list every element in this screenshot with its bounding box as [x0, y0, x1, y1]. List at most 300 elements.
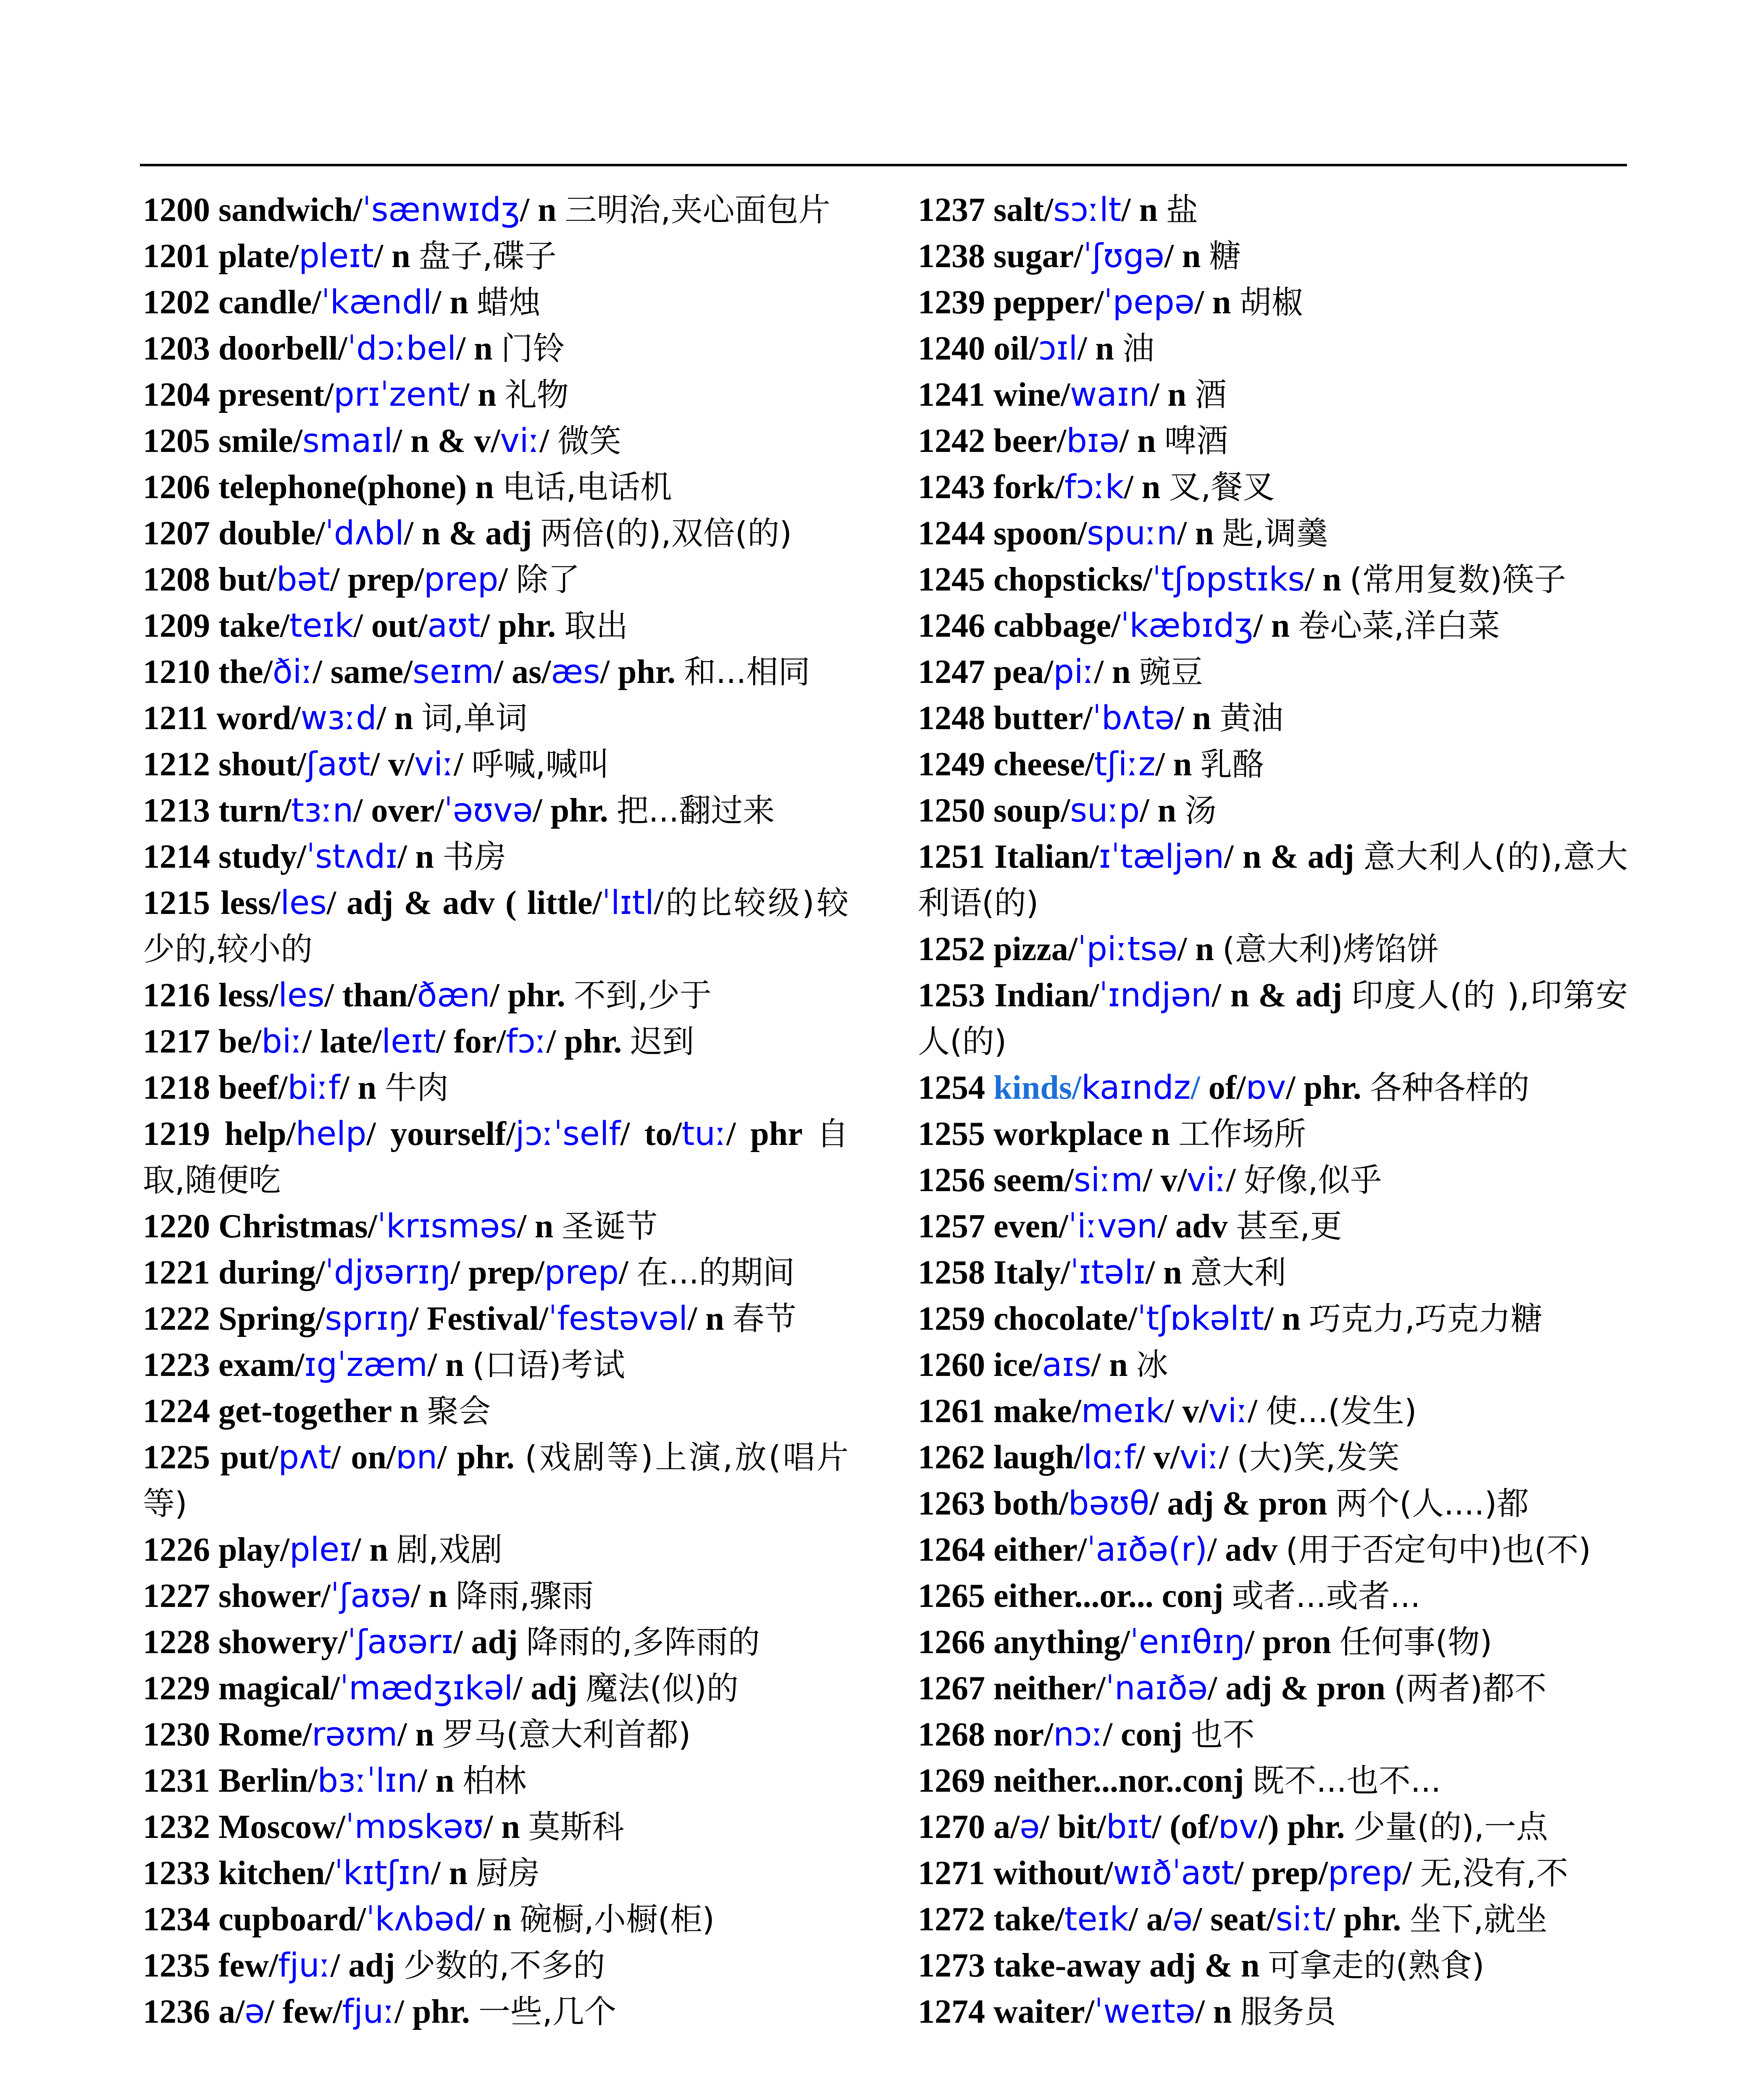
entry-text: cheese/: [985, 746, 1094, 783]
entry-text: neither/: [985, 1670, 1106, 1707]
entry-number: 1261: [918, 1393, 985, 1430]
entry-text: pepper/: [985, 284, 1104, 321]
vocab-entry: [918, 1527, 1628, 1573]
entry-text: / pron: [1245, 1624, 1340, 1661]
meaning: 书房: [442, 838, 507, 875]
meaning: 三明治,夹心面包片: [565, 191, 831, 228]
entry-text: soup/: [985, 792, 1070, 829]
entry-number: 1266: [918, 1624, 985, 1661]
entry-number: 1251: [918, 838, 985, 875]
entry-number: 1255: [918, 1116, 985, 1152]
vocab-column-right: [918, 187, 1628, 2035]
entry-text: /) phr.: [1258, 1809, 1354, 1845]
vocab-entry: [143, 372, 849, 418]
entry-text: / v/: [1135, 1439, 1180, 1476]
entry-text: / n: [1175, 700, 1219, 737]
entry-number: 1248: [918, 700, 985, 737]
entry-text: / v/: [370, 746, 415, 783]
vocab-entry: [918, 556, 1628, 603]
meaning: (用于否定句中)也(不): [1285, 1531, 1591, 1568]
phonetic: fjuː: [278, 1947, 331, 1984]
entry-text: turn/: [210, 792, 292, 829]
entry-text: a/: [210, 1993, 245, 2030]
meaning: 两个(人....)都: [1335, 1485, 1529, 1522]
entry-text: shower/: [210, 1578, 331, 1614]
phonetic: ˈdɔːbel: [347, 330, 456, 368]
entry-text: of/: [1200, 1069, 1246, 1106]
phonetic: ʃaʊt: [306, 746, 371, 783]
phonetic: ðiː: [272, 653, 313, 691]
entry-text: either/: [985, 1531, 1087, 1568]
entry-number: 1265: [918, 1578, 985, 1614]
meaning: 词,单词: [421, 699, 528, 737]
entry-text: fork/: [985, 469, 1064, 506]
phonetic: leɪt: [381, 1023, 436, 1060]
entry-text: / n: [1140, 792, 1185, 829]
meaning: 叉,餐叉: [1169, 468, 1275, 506]
meaning: 冰: [1136, 1346, 1168, 1383]
phonetic: bət: [276, 561, 330, 598]
meaning: (两者)都不: [1394, 1670, 1547, 1707]
phonetic: æs: [551, 653, 600, 691]
vocab-entry: [918, 510, 1628, 556]
meaning: 两倍(的),双倍(的): [540, 514, 792, 552]
entry-text: / phr.: [1325, 1901, 1410, 1938]
vocab-entry: [918, 1296, 1628, 1342]
vocab-entry: [918, 418, 1628, 464]
meaning: 蜡烛: [477, 284, 541, 321]
entry-text: study/: [210, 838, 306, 875]
vocab-entry: [918, 1434, 1628, 1480]
entry-text: / as/: [494, 654, 551, 690]
meaning: 把...翻过来: [616, 792, 775, 829]
entry-number: 1216: [143, 977, 210, 1014]
entry-text: / v/: [1164, 1393, 1209, 1430]
entry-text: less/: [210, 977, 279, 1014]
phonetic: teɪk: [289, 607, 354, 645]
meaning: 一些,几个: [478, 1993, 617, 2030]
entry-text: Christmas/: [210, 1208, 377, 1245]
phonetic: ˈbʌtə: [1092, 699, 1175, 737]
entry-text: / adj: [453, 1624, 526, 1661]
vocab-entry: [143, 1342, 849, 1388]
phonetic: siːt: [1275, 1900, 1326, 1938]
phonetic: wɜːd: [300, 699, 377, 737]
meaning: 任何事(物): [1339, 1623, 1493, 1661]
vocab-entry: [918, 1665, 1628, 1712]
entry-text: /: [498, 561, 516, 598]
phonetic: biːf: [287, 1069, 340, 1107]
entry-number: 1252: [918, 931, 985, 968]
phonetic: bɪt: [1106, 1808, 1152, 1846]
entry-number: 1233: [143, 1855, 210, 1892]
phonetic: ɪˈtæljən: [1099, 838, 1225, 876]
vocab-entry: [143, 695, 849, 741]
phonetic: ɒv: [1246, 1069, 1286, 1107]
entry-number: 1262: [918, 1439, 985, 1476]
phonetic: ə: [244, 1993, 265, 2031]
entry-text: chocolate/: [985, 1300, 1138, 1337]
entry-text: / adj & pron: [1207, 1670, 1394, 1707]
vocab-entry: [918, 279, 1628, 326]
meaning: 意大利: [1190, 1254, 1286, 1291]
vocab-entry: [918, 1342, 1628, 1388]
vocab-entry: [143, 649, 849, 695]
vocab-entry: [143, 326, 849, 372]
vocab-entry: [143, 1942, 849, 1989]
meaning: 巧克力,巧克力糖: [1309, 1300, 1543, 1337]
entry-text: present/: [210, 376, 334, 413]
vocab-entry: [918, 1480, 1628, 1527]
phonetic: ˈkɪtʃɪn: [334, 1854, 431, 1892]
entry-text: / phr.: [437, 1439, 525, 1476]
entry-text: / n: [1177, 931, 1222, 968]
phonetic: ˈmɒskəʊ: [345, 1808, 484, 1846]
entry-text: / adv: [1157, 1208, 1236, 1245]
entry-text: sandwich/: [210, 192, 363, 228]
phonetic: rəʊm: [312, 1716, 398, 1754]
entry-text: / n: [1078, 330, 1122, 367]
entry-number: 1218: [143, 1069, 210, 1106]
entry-number: 1274: [918, 1993, 985, 2030]
entry-number: 1211: [143, 700, 208, 737]
entry-text: smile/: [210, 423, 302, 459]
vocab-entry: [918, 1989, 1628, 2035]
entry-number: 1267: [918, 1670, 985, 1707]
vocab-entry: [918, 1250, 1628, 1296]
phonetic: prep: [1328, 1854, 1403, 1892]
vocab-entry: [143, 1065, 849, 1111]
phonetic: prep: [423, 561, 499, 598]
phonetic: biː: [261, 1023, 302, 1060]
entry-text: / a/: [1128, 1901, 1173, 1938]
entry-text: / phr.: [533, 792, 617, 829]
vocab-entry: [143, 603, 849, 649]
vocab-entry: [918, 1111, 1628, 1157]
entry-number: 1206: [143, 469, 210, 506]
entry-number: 1205: [143, 423, 210, 459]
entry-number: 1208: [143, 561, 210, 598]
entry-number: 1234: [143, 1901, 210, 1938]
phonetic: ˈʃʊgə: [1083, 237, 1164, 275]
vocab-entry: [143, 1665, 849, 1712]
entry-number: 1200: [143, 192, 210, 228]
phonetic: fɔː: [506, 1023, 547, 1060]
vocab-entry: [918, 649, 1628, 695]
entry-text: during/: [210, 1254, 325, 1291]
entry-number: 1235: [143, 1947, 210, 1984]
phonetic: ˈaɪðə(r): [1087, 1531, 1207, 1569]
meaning: 剧,戏剧: [396, 1531, 502, 1568]
phonetic: les: [278, 976, 325, 1014]
phonetic: ˈmædʒɪkəl: [339, 1670, 513, 1707]
entry-text: / n: [1253, 607, 1298, 644]
phonetic: ˈdʌbl: [325, 514, 404, 552]
entry-number: 1202: [143, 284, 210, 321]
phonetic: sprɪŋ: [325, 1300, 410, 1338]
entry-number: 1269: [918, 1762, 985, 1799]
vocab-entry: [143, 1712, 849, 1758]
entry-text: be/: [210, 1023, 262, 1060]
entry-text: / n: [1121, 192, 1166, 228]
phonetic: siːm: [1074, 1161, 1143, 1199]
entry-text: less/: [210, 885, 281, 921]
entry-text: / n: [397, 1716, 443, 1753]
vocab-entry: [918, 1942, 1628, 1989]
entry-text: / n: [373, 238, 419, 275]
phonetic: ðæn: [417, 976, 490, 1014]
entry-number: 1217: [143, 1023, 210, 1060]
entry-text: a/: [985, 1809, 1020, 1845]
entry-text: / n: [460, 376, 505, 413]
meaning: (口语)考试: [472, 1346, 625, 1383]
entry-text: but/: [210, 561, 276, 598]
meaning: 牛肉: [385, 1069, 449, 1106]
meaning: 的比较级)较少的,较小的: [143, 884, 849, 968]
entry-text: / n: [1177, 515, 1222, 552]
entry-text: / n: [1155, 746, 1201, 783]
phonetic: piː: [1053, 653, 1094, 691]
entry-text: magical/: [210, 1670, 340, 1707]
phonetic: ɪgˈzæm: [304, 1346, 428, 1384]
entry-number: 1253: [918, 977, 985, 1014]
phonetic: viː: [1179, 1438, 1219, 1476]
entry-number: 1209: [143, 607, 210, 644]
vocab-entry: [143, 741, 849, 788]
entry-number: 1212: [143, 746, 210, 783]
entry-text: play/: [210, 1531, 289, 1568]
entry-text: double/: [210, 515, 325, 552]
vocab-entry: [143, 1850, 849, 1896]
meaning: (意大利)烤馅饼: [1222, 930, 1439, 968]
meaning: 也不: [1191, 1716, 1255, 1753]
entry-text: the/: [210, 654, 273, 690]
meaning: 降雨,骤雨: [455, 1577, 594, 1614]
phonetic: bɪə: [1066, 422, 1120, 460]
phonetic: ˈfestəvəl: [548, 1300, 688, 1338]
entry-number: 1272: [918, 1901, 985, 1938]
vocab-entry: [918, 1804, 1628, 1850]
entry-number: 1268: [918, 1716, 985, 1753]
entry-text: / n: [1145, 1254, 1191, 1291]
meaning: 和...相同: [684, 653, 810, 690]
phonetic: pʌt: [278, 1438, 331, 1476]
entry-text: Berlin/: [210, 1762, 318, 1799]
entry-text: help/: [210, 1116, 296, 1152]
meaning: 少数的,不多的: [403, 1947, 605, 1984]
entry-text: / phr.: [394, 1993, 478, 2030]
entry-text: / bit/: [1040, 1809, 1106, 1845]
phonetic: tɜːn: [291, 792, 354, 830]
phonetic: wɪðˈaʊt: [1113, 1854, 1235, 1892]
entry-text: / n: [1091, 1347, 1136, 1383]
entry-text: / n: [688, 1300, 733, 1337]
phonetic: ɒv: [1218, 1808, 1259, 1846]
entry-number: 1224: [143, 1393, 210, 1430]
entry-number: 1207: [143, 515, 210, 552]
entry-text: make/: [985, 1393, 1081, 1430]
phonetic: ˈweɪtə: [1094, 1993, 1196, 2031]
entry-number: 1245: [918, 561, 985, 598]
entry-text: / n: [427, 1347, 473, 1383]
meaning: 取出: [564, 607, 628, 644]
entry-text: / conj: [1103, 1716, 1191, 1753]
phonetic: ˈʃaʊə: [330, 1577, 411, 1615]
entry-text: / n: [411, 1578, 456, 1614]
entry-number: 1247: [918, 654, 985, 690]
vocab-entry: [918, 464, 1628, 510]
phonetic: suːp: [1070, 792, 1140, 830]
meaning: 无,没有,不: [1420, 1854, 1568, 1892]
vocab-entry: [918, 926, 1628, 972]
entry-text: / prep/: [450, 1254, 544, 1291]
entry-text: either...or... conj: [985, 1578, 1232, 1614]
entry-text: [985, 1069, 993, 1106]
entry-text: / yourself/: [366, 1116, 516, 1152]
entry-text: plate/: [210, 238, 299, 275]
entry-number: 1221: [143, 1254, 210, 1291]
meaning: 可拿走的(熟食): [1268, 1947, 1485, 1984]
entry-text: workplace n: [985, 1116, 1178, 1152]
entry-text: doorbell/: [210, 330, 347, 367]
meaning: 除了: [516, 561, 580, 598]
phonetic: ˈkʌbəd: [366, 1900, 476, 1938]
meaning: 糖: [1209, 237, 1241, 275]
meaning: (常用复数)筷子: [1349, 561, 1566, 598]
meaning: 盐: [1166, 191, 1198, 228]
entry-number: 1242: [918, 423, 985, 459]
phonetic: ˈstʌdɪ: [306, 838, 398, 876]
phonetic: ˈpepə: [1104, 284, 1195, 321]
phonetic: ɒn: [396, 1438, 438, 1476]
entry-number: 1227: [143, 1578, 210, 1614]
vocab-entry: [143, 418, 849, 464]
meaning: 自取,随便吃: [143, 1115, 849, 1199]
entry-number: 1264: [918, 1531, 985, 1568]
entry-text: /: [1226, 1162, 1244, 1199]
entry-text: Italian/: [985, 838, 1099, 875]
entry-number: 1249: [918, 746, 985, 783]
phonetic: ˈiːvən: [1068, 1208, 1158, 1245]
entry-text: / n: [340, 1069, 385, 1106]
phonetic: teɪk: [1064, 1900, 1129, 1938]
vocab-entry: [918, 788, 1628, 834]
entry-number: 1256: [918, 1162, 985, 1199]
vocab-entry: [143, 233, 849, 279]
meaning: 门铃: [501, 330, 565, 367]
vocab-entry: [143, 1989, 849, 2035]
entry-number: 1231: [143, 1762, 210, 1799]
entry-text: cupboard/: [210, 1901, 366, 1938]
entry-number: 1226: [143, 1531, 210, 1568]
meaning: 或者...或者...: [1232, 1577, 1421, 1614]
entry-number: 1246: [918, 607, 985, 644]
entry-number: 1219: [143, 1116, 210, 1152]
entry-text: / late/: [302, 1023, 382, 1060]
entry-number: 1260: [918, 1347, 985, 1383]
meaning: 盘子,碟子: [418, 237, 557, 275]
phonetic: waɪn: [1070, 376, 1150, 414]
highlighted-word: kinds/: [993, 1069, 1082, 1106]
phonetic: viː: [1187, 1161, 1227, 1199]
entry-text: / n & v/: [393, 423, 500, 459]
entry-text: / n: [456, 330, 501, 367]
entry-number: 1213: [143, 792, 210, 829]
entry-number: 1263: [918, 1485, 985, 1522]
entry-text: put/: [210, 1439, 279, 1476]
phonetic: ˈlɪtl: [602, 884, 654, 922]
phonetic: tʃiːz: [1094, 746, 1156, 783]
vocab-entry: [143, 1896, 849, 1942]
vocab-entry: [143, 279, 849, 326]
entry-number: 1271: [918, 1855, 985, 1892]
meaning: 豌豆: [1139, 653, 1203, 690]
phonetic: pleɪ: [289, 1531, 352, 1569]
meaning: 碗橱,小橱(柜): [520, 1900, 715, 1938]
vocab-entry: [918, 1203, 1628, 1250]
entry-text: /: [1402, 1855, 1420, 1892]
vocab-entry: [918, 603, 1628, 649]
phonetic: tuː: [681, 1115, 727, 1153]
meaning: 罗马(意大利首都): [442, 1716, 691, 1753]
phonetic: ˈɪndjən: [1099, 976, 1212, 1014]
entry-text: / n: [1150, 376, 1195, 413]
entry-text: even/: [985, 1208, 1068, 1245]
header-rule: [140, 164, 1627, 166]
entry-text: kitchen/: [210, 1855, 334, 1892]
entry-number: 1258: [918, 1254, 985, 1291]
entry-text: / adj: [331, 1947, 404, 1984]
meaning: 油: [1122, 330, 1154, 367]
entry-text: / prep/: [330, 561, 424, 598]
entry-number: 1238: [918, 238, 985, 275]
entry-text: / phr.: [480, 607, 565, 644]
entry-number: 1222: [143, 1300, 210, 1337]
meaning: 好像,似乎: [1244, 1161, 1382, 1199]
entry-text: / prep/: [1234, 1855, 1328, 1892]
phonetic: bəʊθ: [1068, 1485, 1150, 1522]
meaning: 圣诞节: [562, 1208, 658, 1245]
entry-text: / n: [418, 1762, 463, 1799]
entry-text: salt/: [985, 192, 1054, 228]
vocab-entry: [143, 187, 849, 233]
entry-text: candle/: [210, 284, 321, 321]
meaning: 呼喊,喊叫: [471, 746, 610, 783]
entry-number: 1254: [918, 1069, 985, 1106]
vocab-entry: [918, 326, 1628, 372]
meaning: 在...的期间: [636, 1254, 795, 1291]
vocab-entry: [143, 1619, 849, 1665]
entry-text: take-away adj & n: [985, 1947, 1268, 1984]
entry-text: / n & adj: [404, 515, 541, 552]
phonetic: sɔːlt: [1053, 191, 1122, 229]
vocab-entry: [918, 695, 1628, 741]
entry-text: / to/: [620, 1116, 682, 1152]
entry-number: 1228: [143, 1624, 210, 1661]
meaning: 黄油: [1219, 699, 1283, 737]
entry-text: sugar/: [985, 238, 1083, 275]
vocab-entry: [143, 1434, 849, 1527]
entry-text: / out/: [353, 607, 428, 644]
phonetic: ə: [1020, 1808, 1040, 1846]
entry-text: wine/: [985, 376, 1070, 413]
entry-number: 1250: [918, 792, 985, 829]
entry-text: /: [454, 746, 472, 783]
vocab-entry: [143, 834, 849, 880]
entry-text: /: [1219, 1439, 1237, 1476]
meaning: 不到,少于: [573, 976, 712, 1014]
vocab-entry: [918, 1157, 1628, 1203]
